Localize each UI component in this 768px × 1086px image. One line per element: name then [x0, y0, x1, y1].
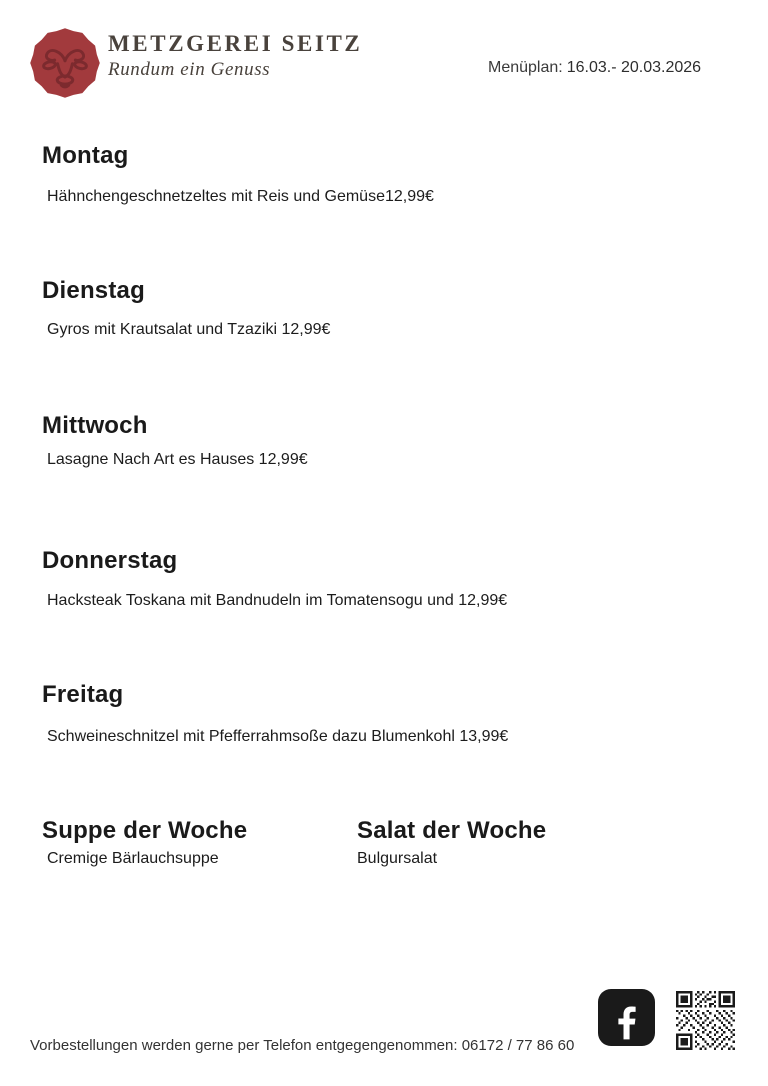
- day-heading-mittwoch: Mittwoch: [42, 412, 148, 439]
- day-item-dienstag: Gyros mit Krautsalat und Tzaziki 12,99€: [47, 321, 331, 338]
- brand-tagline: Rundum ein Genuss: [108, 59, 271, 80]
- menu-plan-date-range: 16.03.- 20.03.2026: [566, 59, 702, 76]
- special-heading-suppe: Suppe der Woche: [42, 817, 248, 844]
- day-item-montag: Hähnchengeschnetzeltes mit Reis und Gemüse12,99€: [47, 188, 434, 205]
- menu-plan-dates: [488, 59, 701, 77]
- qr-code: [675, 991, 736, 1050]
- day-heading-donnerstag: Donnerstag: [42, 547, 178, 574]
- menu-plan-label: Menüplan:: [488, 59, 563, 76]
- special-item-salat: Bulgursalat: [357, 850, 438, 867]
- brand-block: [108, 31, 362, 81]
- day-heading-montag: Montag: [42, 142, 129, 169]
- preorder-note: Vorbestellungen werden gerne per Telefon entgegengenommen: 06172 / 77 86 60: [30, 1037, 575, 1054]
- day-heading-dienstag: Dienstag: [42, 277, 145, 304]
- day-heading-freitag: Freitag: [42, 681, 124, 708]
- facebook-icon[interactable]: [598, 989, 655, 1046]
- special-heading-salat: Salat der Woche: [357, 817, 547, 844]
- special-item-suppe: Cremige Bärlauchsuppe: [47, 850, 219, 867]
- day-item-mittwoch: Lasagne Nach Art es Hauses 12,99€: [47, 451, 308, 468]
- day-item-donnerstag: Hacksteak Toskana mit Bandnudeln im Tomatensogu und 12,99€: [47, 592, 508, 609]
- brand-name: METZGEREI SEITZ: [108, 31, 363, 56]
- day-item-freitag: Schweineschnitzel mit Pfefferrahmsoße dazu Blumenkohl 13,99€: [47, 728, 509, 745]
- wax-seal-bull-icon: [28, 25, 102, 101]
